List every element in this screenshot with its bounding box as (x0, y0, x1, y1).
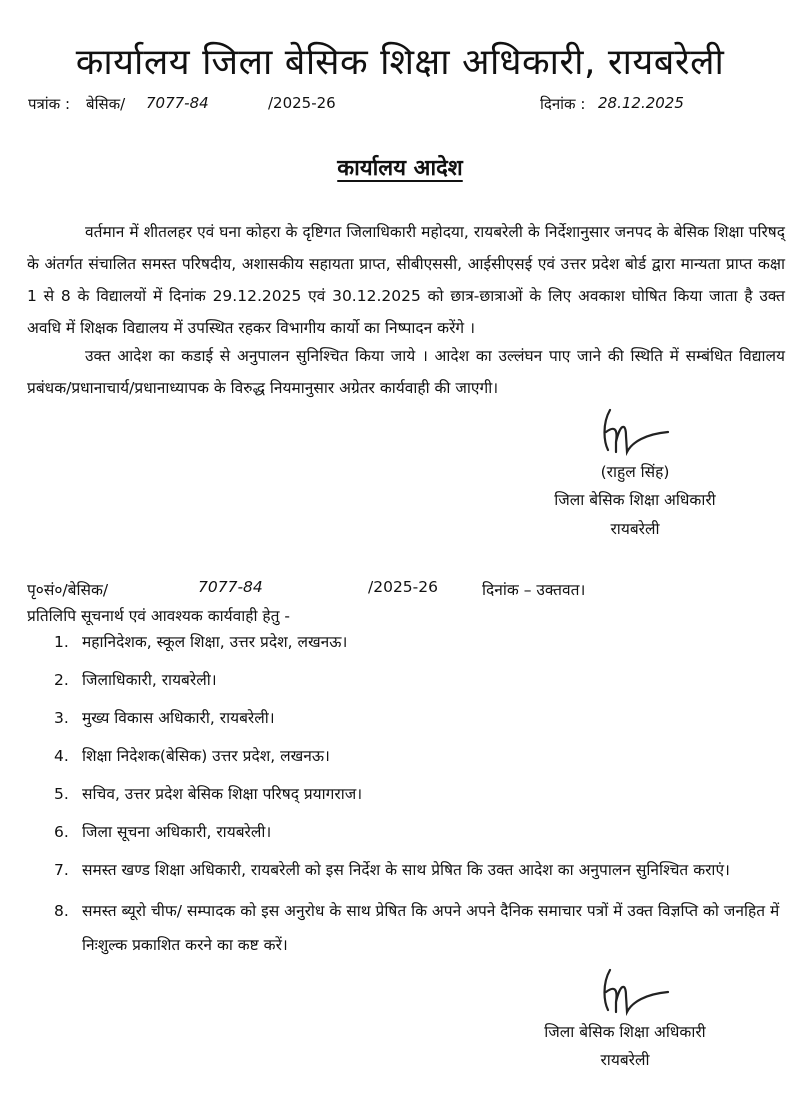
signatory-designation-2: जिला बेसिक शिक्षा अधिकारी (544, 1023, 706, 1041)
list-item: 6. जिला सूचना अधिकारी, रायबरेली। (54, 823, 272, 841)
copy-intro: प्रतिलिपि सूचनार्थ एवं आवश्यक कार्यवाही हेतु - (27, 607, 290, 625)
ref-dept: बेसिक/ (86, 95, 126, 113)
date-value: 28.12.2025 (598, 94, 684, 112)
signatory-place: रायबरेली (610, 520, 660, 538)
list-item: 4. शिक्षा निदेशक(बेसिक) उत्तर प्रदेश, लखनऊ। (54, 747, 330, 765)
order-paragraph-1: वर्तमान में शीतलहर एवं घना कोहरा के दृष्टिगत जिलाधिकारी महोदया, रायबरेली के निर्देशानुसार जनपद के बेसिक शिक्षा परिषद् के अंतर्गत संचालित समस्त परिषदीय, अशासकीय सहायता प्राप्त, सीबीएससी, आईसीएसई एवं उत्तर प्रदेश बोर्ड द्वारा मान्यता प्राप्त कक्षा 1 से 8 के विद्यालयों में दिनांक 29.12.2025 एवं 30.12.2025 को छात्र-छात्राओं के लिए अवकाश घोषित किया जाता है उक्त अवधि में शिक्षक विद्यालय में उपस्थित रहकर विभागीय कार्यो का निष्पादन करेंगे । (27, 223, 785, 337)
list-item: 1. महानिदेशक, स्कूल शिक्षा, उत्तर प्रदेश, लखनऊ। (54, 633, 348, 651)
copy-ref-label: पृ०सं०/बेसिक/ (27, 581, 109, 599)
signature-image-2 (596, 962, 676, 1020)
signatory-place-2: रायबरेली (600, 1051, 650, 1069)
copy-ref-year: /2025-26 (368, 578, 438, 596)
copy-date: दिनांक – उक्तवत। (482, 581, 586, 599)
order-heading: कार्यालय आदेश (337, 156, 463, 181)
signatory-designation: जिला बेसिक शिक्षा अधिकारी (554, 491, 716, 509)
list-item: 2. जिलाधिकारी, रायबरेली। (54, 671, 217, 689)
list-item: 8. समस्त ब्यूरो चीफ/ सम्पादक को इस अनुरोध के साथ प्रेषित कि अपने अपने दैनिक समाचार पत्रों में उक्त विज्ञप्ति को जनहित में निःशुल्क प्रकाशित करने का कष्ट करें। (54, 902, 780, 954)
signatory-name: (राहुल सिंह) (600, 463, 670, 481)
ref-year: /2025-26 (268, 94, 336, 112)
copy-ref-number: 7077-84 (198, 578, 263, 596)
list-item: 5. सचिव, उत्तर प्रदेश बेसिक शिक्षा परिषद् प्रयागराज। (54, 785, 363, 803)
signature-image-1 (596, 402, 676, 460)
copy-list (22, 628, 792, 971)
order-paragraph-2: उक्त आदेश का कडाई से अनुपालन सुनिश्चित किया जाये । आदेश का उल्लंघन पाए जाने की स्थिति में सम्बंधित विद्यालय प्रबंधक/प्रधानाचार्य/प्रधानाध्यापक के विरुद्ध नियमानुसार अग्रेतर कार्यवाही की जाएगी। (27, 347, 785, 397)
date-label: दिनांक : (540, 95, 586, 113)
ref-label: पत्रांक : (28, 95, 71, 113)
list-item: 3. मुख्य विकास अधिकारी, रायबरेली। (54, 709, 275, 727)
office-title: कार्यालय जिला बेसिक शिक्षा अधिकारी, रायबरेली (75, 42, 725, 83)
ref-number: 7077-84 (146, 94, 209, 112)
list-item: 7. समस्त खण्ड शिक्षा अधिकारी, रायबरेली को इस निर्देश के साथ प्रेषित कि उक्त आदेश का अनुपालन सुनिश्चित कराएं। (54, 861, 730, 879)
